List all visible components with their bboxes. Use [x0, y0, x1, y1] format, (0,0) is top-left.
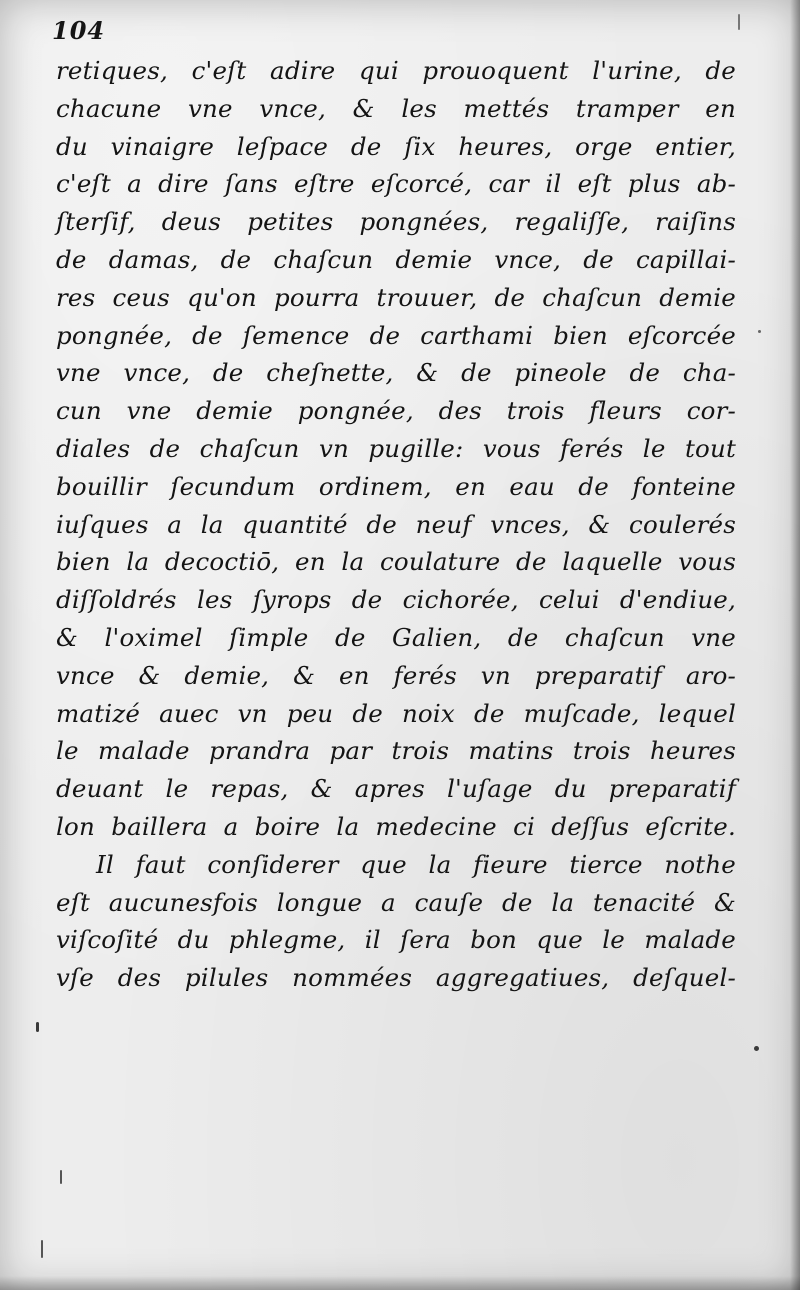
- text-line: bouillir ſecundum ordinem, en eau de fonteine: [56, 471, 736, 501]
- text-line: matizé auec vn peu de noix de muſcade, lequel: [56, 698, 736, 728]
- text-line: chacune vne vnce, & les mettés tramper en: [56, 93, 736, 123]
- text-line: iuſques a la quantité de neuf vnces, & coulerés: [56, 509, 736, 539]
- text-line: le malade prandra par trois matins trois heures: [56, 736, 736, 766]
- text-line: retiques, c'eſt adire qui prouoquent l'urine, de: [56, 56, 736, 85]
- paper-speck: [36, 1022, 39, 1032]
- text-line: eſt aucunesfois longue a cauſe de la tenacité &: [56, 887, 736, 917]
- text-line: deuant le repas, & apres l'uſage du preparatif: [56, 774, 736, 804]
- text-line: vnce & demie, & en ferés vn preparatif aro-: [56, 660, 736, 690]
- text-line: diſſoldrés les ſyrops de cichorée, celui d'endiue,: [56, 585, 736, 615]
- text-line: vne vnce, de cheſnette, & de pineole de cha-: [56, 358, 736, 388]
- text-line: bien la decoctiō, en la coulature de laquelle vous: [56, 547, 736, 577]
- text-line: res ceus qu'on pourra trouuer, de chaſcun demie: [56, 282, 736, 312]
- paper-speck: [41, 1240, 43, 1258]
- paper-speck: [60, 1170, 62, 1184]
- page-bottom-shadow: [0, 1276, 800, 1290]
- text-line: & l'oximel ſimple de Galien, de chaſcun vne: [56, 622, 736, 652]
- body-text: [56, 52, 736, 997]
- text-line: pongnée, de ſemence de carthami bien eſcorcée: [56, 320, 736, 350]
- text-line: de damas, de chaſcun demie vnce, de capillai-: [56, 244, 736, 274]
- page-number: 104: [52, 16, 106, 45]
- text-line: du vinaigre leſpace de ſix heures, orge entier,: [56, 131, 736, 161]
- text-line: lon baillera a boire la medecine ci deſſus eſcrite.: [56, 811, 736, 841]
- text-line: diales de chaſcun vn pugille: vous ferés le tout: [56, 433, 736, 463]
- paragraph-first-line: Il faut conſiderer que la fieure tierce nothe: [96, 849, 736, 879]
- paper-speck: [758, 330, 761, 333]
- paper-speck: [738, 14, 740, 30]
- text-line: cun vne demie pongnée, des trois fleurs cor-: [56, 396, 736, 426]
- text-line: viſcoſité du phlegme, il ſera bon que le malade: [56, 925, 736, 955]
- text-line: vſe des pilules nommées aggregatiues, deſquel-: [56, 963, 736, 993]
- text-line: c'eſt a dire ſans eſtre eſcorcé, car il eſt plus ab-: [56, 169, 736, 199]
- page-edge-shadow: [790, 0, 800, 1290]
- paper-speck: [754, 1046, 759, 1051]
- text-line: ſterſif, deus petites pongnées, regaliſſe, raiſins: [56, 207, 736, 237]
